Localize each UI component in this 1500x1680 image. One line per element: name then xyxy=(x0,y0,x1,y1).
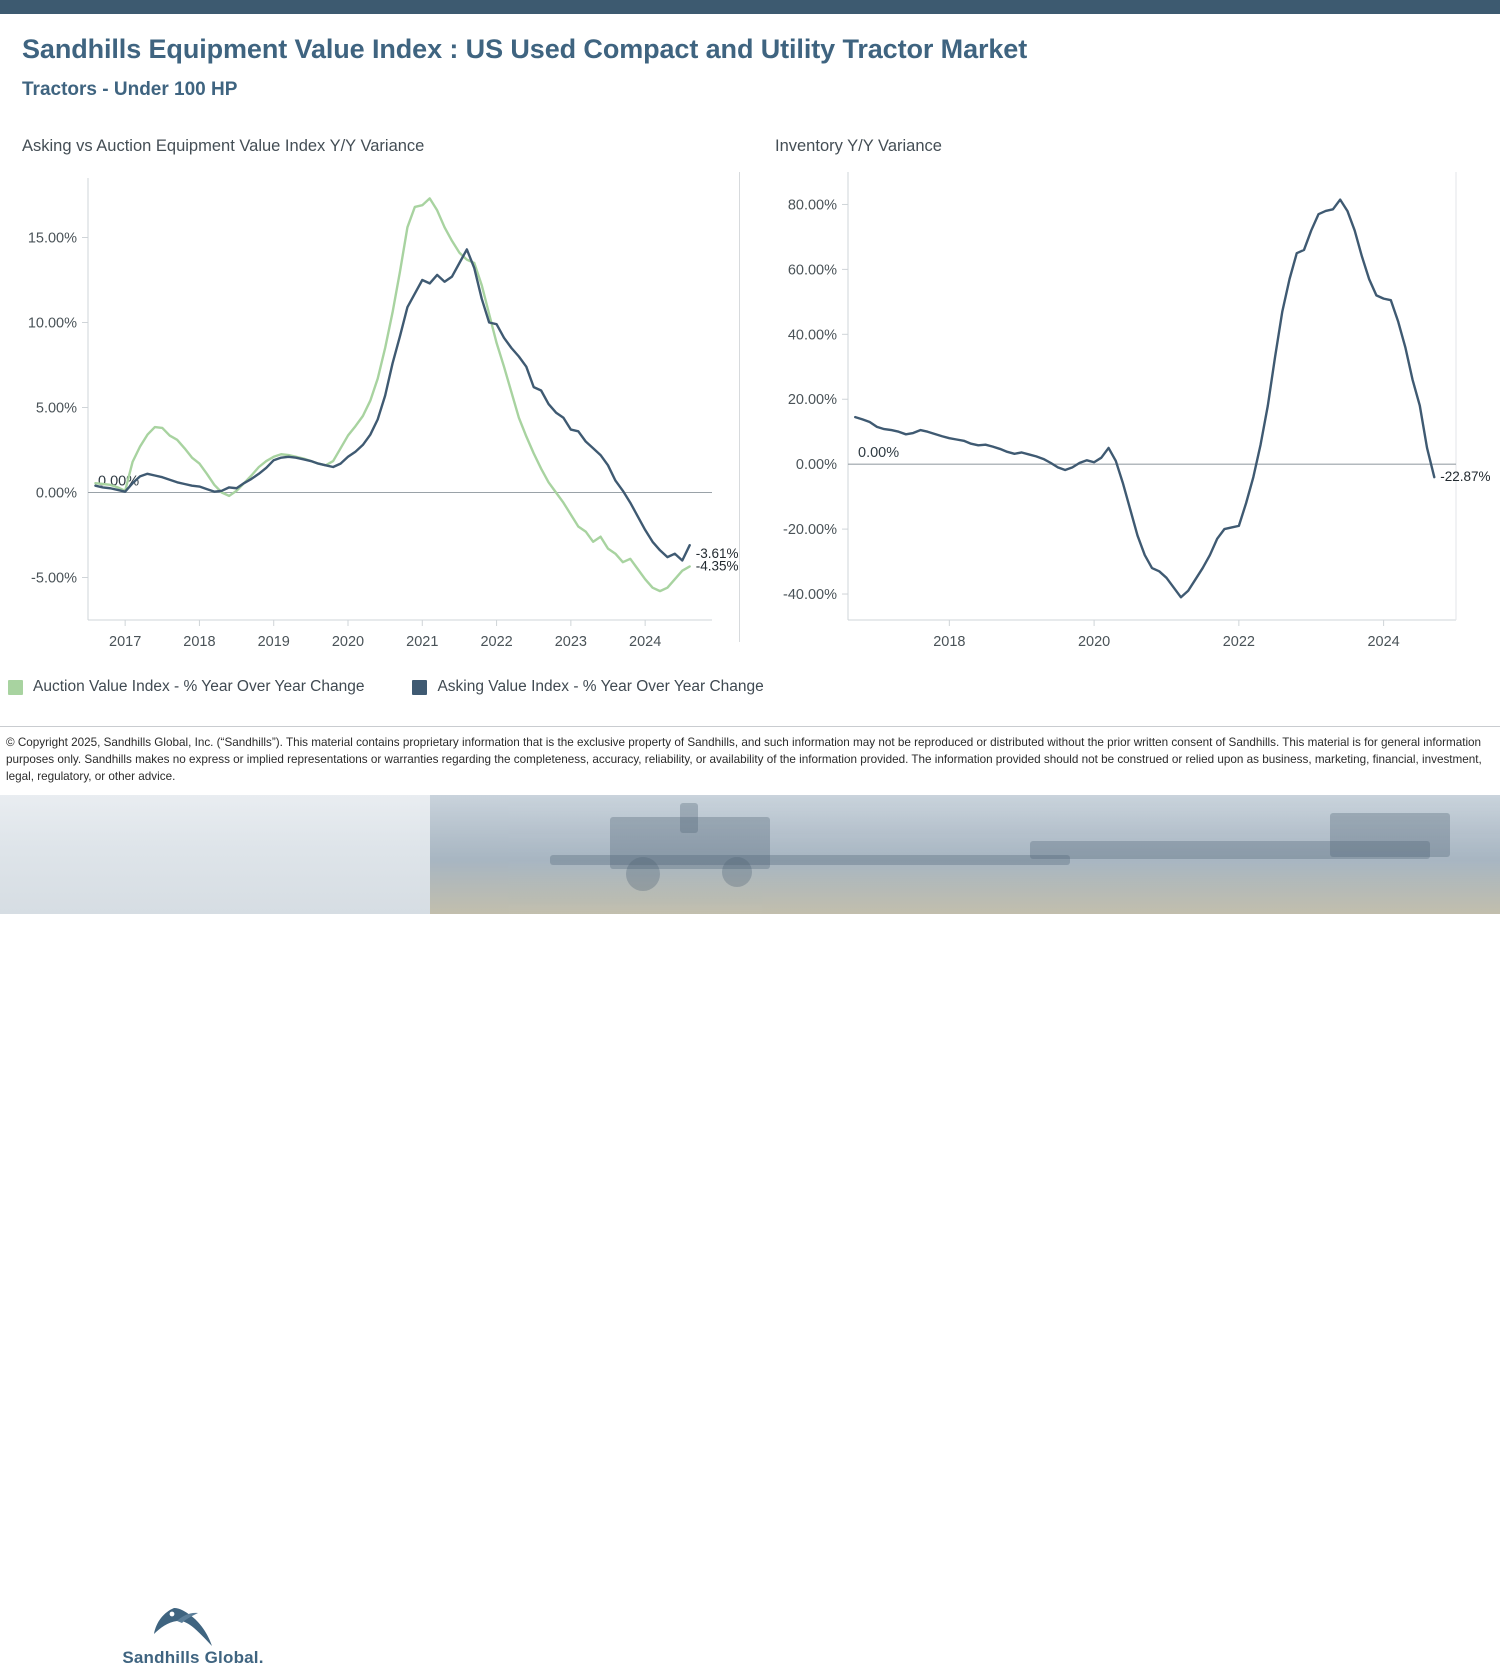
footer-image-band xyxy=(0,795,1500,1667)
y-axis-tick-label: 80.00% xyxy=(787,197,837,214)
zero-line-label: 0.00% xyxy=(858,445,900,462)
x-axis-tick-label: 2018 xyxy=(183,634,216,650)
y-axis-tick-label: 0.00% xyxy=(35,485,77,502)
endpoint-value-label: -22.87% xyxy=(1440,469,1491,485)
x-axis-tick-label: 2020 xyxy=(1077,634,1111,650)
footer-divider xyxy=(0,726,1500,727)
page-title: Sandhills Equipment Value Index : US Used Compact and Utility Tractor Market xyxy=(22,34,1028,64)
y-axis-tick-label: 20.00% xyxy=(787,392,837,409)
y-axis-tick-label: 10.00% xyxy=(27,315,77,332)
chart-legend xyxy=(8,672,908,702)
x-axis-tick-label: 2022 xyxy=(1222,634,1255,650)
zero-line-label: 0.00% xyxy=(98,473,140,490)
legend-item-asking xyxy=(412,678,763,696)
x-axis-tick-label: 2023 xyxy=(554,634,587,650)
asking-vs-auction-chart xyxy=(0,160,740,660)
series-line xyxy=(855,200,1434,598)
asking-vs-auction-svg xyxy=(0,160,740,660)
legend-label-auction: Auction Value Index - % Year Over Year Change xyxy=(33,678,365,695)
logo-text: Sandhills Global. xyxy=(122,1648,264,1667)
y-axis-tick-label: -20.00% xyxy=(782,522,837,539)
legend-item-auction xyxy=(8,678,364,696)
y-axis-tick-label: -5.00% xyxy=(31,570,77,587)
x-axis-tick-label: 2020 xyxy=(331,634,365,650)
legend-label-asking: Asking Value Index - % Year Over Year Change xyxy=(437,678,764,695)
x-axis-tick-label: 2022 xyxy=(480,634,513,650)
x-axis-tick-label: 2024 xyxy=(629,634,662,650)
y-axis-tick-label: 0.00% xyxy=(795,457,837,474)
y-axis-tick-label: 40.00% xyxy=(787,327,837,344)
copyright-text: © Copyright 2025, Sandhills Global, Inc. (“Sandhills”). This material contains proprietary information that is the exclusive property of Sandhills, and such information may not be reproduced or distributed without the prior written consent of Sandhills. This material is for general information purposes only. Sandhills makes no express or implied representations or warranties regarding the completeness, accuracy, reliability, or availability of the information provided. The information provided should not be construed or relied upon as business, marketing, financial, investment, legal, regulatory, or other advice. xyxy=(6,736,1482,783)
y-axis-tick-label: 15.00% xyxy=(27,230,77,247)
y-axis-tick-label: -40.00% xyxy=(782,587,837,604)
series-line xyxy=(95,249,689,560)
crane-bird-icon xyxy=(78,1600,308,1650)
footer-equipment-photo xyxy=(430,795,1500,914)
endpoint-value-label: -3.61% xyxy=(695,545,739,561)
x-axis-tick-label: 2017 xyxy=(109,634,142,650)
top-accent-bar xyxy=(0,0,1500,14)
right-chart-title: Inventory Y/Y Variance xyxy=(775,137,942,155)
endpoint-value-label: -4.35% xyxy=(695,558,739,574)
x-axis-tick-label: 2024 xyxy=(1367,634,1400,650)
y-axis-tick-label: 60.00% xyxy=(787,262,837,279)
page-subtitle: Tractors - Under 100 HP xyxy=(22,79,238,100)
x-axis-tick-label: 2019 xyxy=(257,634,290,650)
x-axis-tick-label: 2021 xyxy=(406,634,439,650)
legend-swatch-auction xyxy=(8,680,23,695)
x-axis-tick-label: 2018 xyxy=(933,634,966,650)
inventory-svg xyxy=(740,160,1500,660)
y-axis-tick-label: 5.00% xyxy=(35,400,77,417)
inventory-chart xyxy=(740,160,1500,660)
left-chart-title: Asking vs Auction Equipment Value Index Y/Y Variance xyxy=(22,137,425,155)
legend-swatch-asking xyxy=(412,680,427,695)
sandhills-logo xyxy=(78,1600,308,1680)
series-line xyxy=(95,198,689,591)
